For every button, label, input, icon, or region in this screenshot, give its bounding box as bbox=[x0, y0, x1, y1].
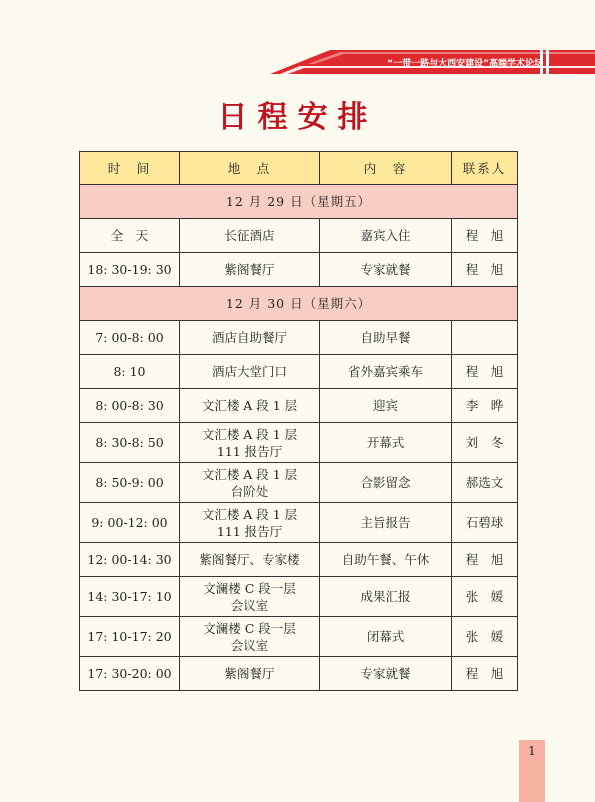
place-cell bbox=[180, 577, 320, 617]
day-label: 12 月 29 日（星期五） bbox=[80, 185, 518, 219]
contact-cell: 程 旭 bbox=[452, 253, 518, 287]
place-line: 紫阁餐厅、专家楼 bbox=[199, 552, 300, 567]
place-cell bbox=[180, 423, 320, 463]
header-row bbox=[80, 152, 518, 185]
time-cell: 8: 50-9: 00 bbox=[80, 463, 180, 503]
content-cell: 主旨报告 bbox=[320, 503, 452, 543]
place-line: 会议室 bbox=[230, 637, 269, 653]
content-cell: 省外嘉宾乘车 bbox=[320, 355, 452, 389]
schedule-table bbox=[79, 151, 518, 691]
column-header: 内 容 bbox=[320, 152, 452, 185]
content-cell: 自助午餐、午休 bbox=[320, 543, 452, 577]
place-cell bbox=[180, 657, 320, 691]
contact-cell: 李 晔 bbox=[452, 389, 518, 423]
table-row bbox=[80, 617, 518, 657]
place-cell bbox=[180, 321, 320, 355]
contact-cell: 刘 冬 bbox=[452, 423, 518, 463]
table-row bbox=[80, 463, 518, 503]
content-cell: 成果汇报 bbox=[320, 577, 452, 617]
time-cell: 12: 00-14: 30 bbox=[80, 543, 180, 577]
time-cell: 14: 30-17: 10 bbox=[80, 577, 180, 617]
content-cell: 迎宾 bbox=[320, 389, 452, 423]
place-line: 111 报告厅 bbox=[216, 443, 283, 459]
table-row bbox=[80, 389, 518, 423]
table-row bbox=[80, 577, 518, 617]
column-header: 联系人 bbox=[452, 152, 518, 185]
table-row bbox=[80, 657, 518, 691]
page-title: 日程安排 bbox=[217, 100, 378, 135]
place-line: 文汇楼 A 段 1 层 bbox=[201, 466, 298, 482]
place-line: 文澜楼 C 段一层 bbox=[203, 580, 296, 596]
time-cell: 8: 10 bbox=[80, 355, 180, 389]
place-line: 文汇楼 A 段 1 层 bbox=[201, 506, 298, 522]
day-row bbox=[80, 185, 518, 219]
contact-cell: 程 旭 bbox=[452, 355, 518, 389]
contact-cell: 石碧球 bbox=[452, 503, 518, 543]
contact-cell: 张 媛 bbox=[452, 617, 518, 657]
time-cell: 17: 10-17: 20 bbox=[80, 617, 180, 657]
place-line: 酒店大堂门口 bbox=[211, 364, 287, 379]
content-cell: 合影留念 bbox=[320, 463, 452, 503]
place-line: 会议室 bbox=[230, 597, 269, 613]
time-cell: 8: 00-8: 30 bbox=[80, 389, 180, 423]
place-line: 111 报告厅 bbox=[216, 523, 283, 539]
time-cell: 17: 30-20: 00 bbox=[80, 657, 180, 691]
contact-cell: 张 媛 bbox=[452, 577, 518, 617]
place-cell bbox=[180, 463, 320, 503]
place-cell bbox=[180, 355, 320, 389]
place-line: 长征酒店 bbox=[224, 228, 275, 243]
place-line: 文汇楼 A 段 1 层 bbox=[201, 426, 298, 442]
table-row bbox=[80, 355, 518, 389]
place-cell bbox=[180, 617, 320, 657]
table-row bbox=[80, 253, 518, 287]
time-cell: 7: 00-8: 00 bbox=[80, 321, 180, 355]
table-row bbox=[80, 321, 518, 355]
place-cell bbox=[180, 219, 320, 253]
day-row bbox=[80, 287, 518, 321]
place-line: 酒店自助餐厅 bbox=[211, 330, 287, 345]
column-header: 时 间 bbox=[80, 152, 180, 185]
contact-cell: 程 旭 bbox=[452, 219, 518, 253]
time-cell: 8: 30-8: 50 bbox=[80, 423, 180, 463]
content-cell: 专家就餐 bbox=[320, 657, 452, 691]
contact-cell bbox=[452, 321, 518, 355]
table-row bbox=[80, 423, 518, 463]
time-cell: 18: 30-19: 30 bbox=[80, 253, 180, 287]
content-cell: 自助早餐 bbox=[320, 321, 452, 355]
table-row bbox=[80, 219, 518, 253]
day-label: 12 月 30 日（星期六） bbox=[80, 287, 518, 321]
place-line: 紫阁餐厅 bbox=[224, 666, 275, 681]
content-cell: 专家就餐 bbox=[320, 253, 452, 287]
place-line: 文汇楼 A 段 1 层 bbox=[201, 398, 298, 413]
contact-cell: 程 旭 bbox=[452, 657, 518, 691]
place-line: 台阶处 bbox=[230, 483, 269, 499]
place-line: 文澜楼 C 段一层 bbox=[203, 620, 296, 636]
column-header: 地 点 bbox=[180, 152, 320, 185]
place-cell bbox=[180, 389, 320, 423]
contact-cell: 程 旭 bbox=[452, 543, 518, 577]
table-row bbox=[80, 503, 518, 543]
contact-cell: 郝选文 bbox=[452, 463, 518, 503]
place-line: 紫阁餐厅 bbox=[224, 262, 275, 277]
content-cell: 开幕式 bbox=[320, 423, 452, 463]
place-cell bbox=[180, 543, 320, 577]
place-cell bbox=[180, 503, 320, 543]
content-cell: 闭幕式 bbox=[320, 617, 452, 657]
time-cell: 9: 00-12: 00 bbox=[80, 503, 180, 543]
content-cell: 嘉宾入住 bbox=[320, 219, 452, 253]
place-cell bbox=[180, 253, 320, 287]
page-number: 1 bbox=[528, 744, 536, 758]
banner-title: “一带一路与大西安建设”高端学术论坛 bbox=[387, 59, 543, 69]
time-cell: 全 天 bbox=[80, 219, 180, 253]
table-row bbox=[80, 543, 518, 577]
